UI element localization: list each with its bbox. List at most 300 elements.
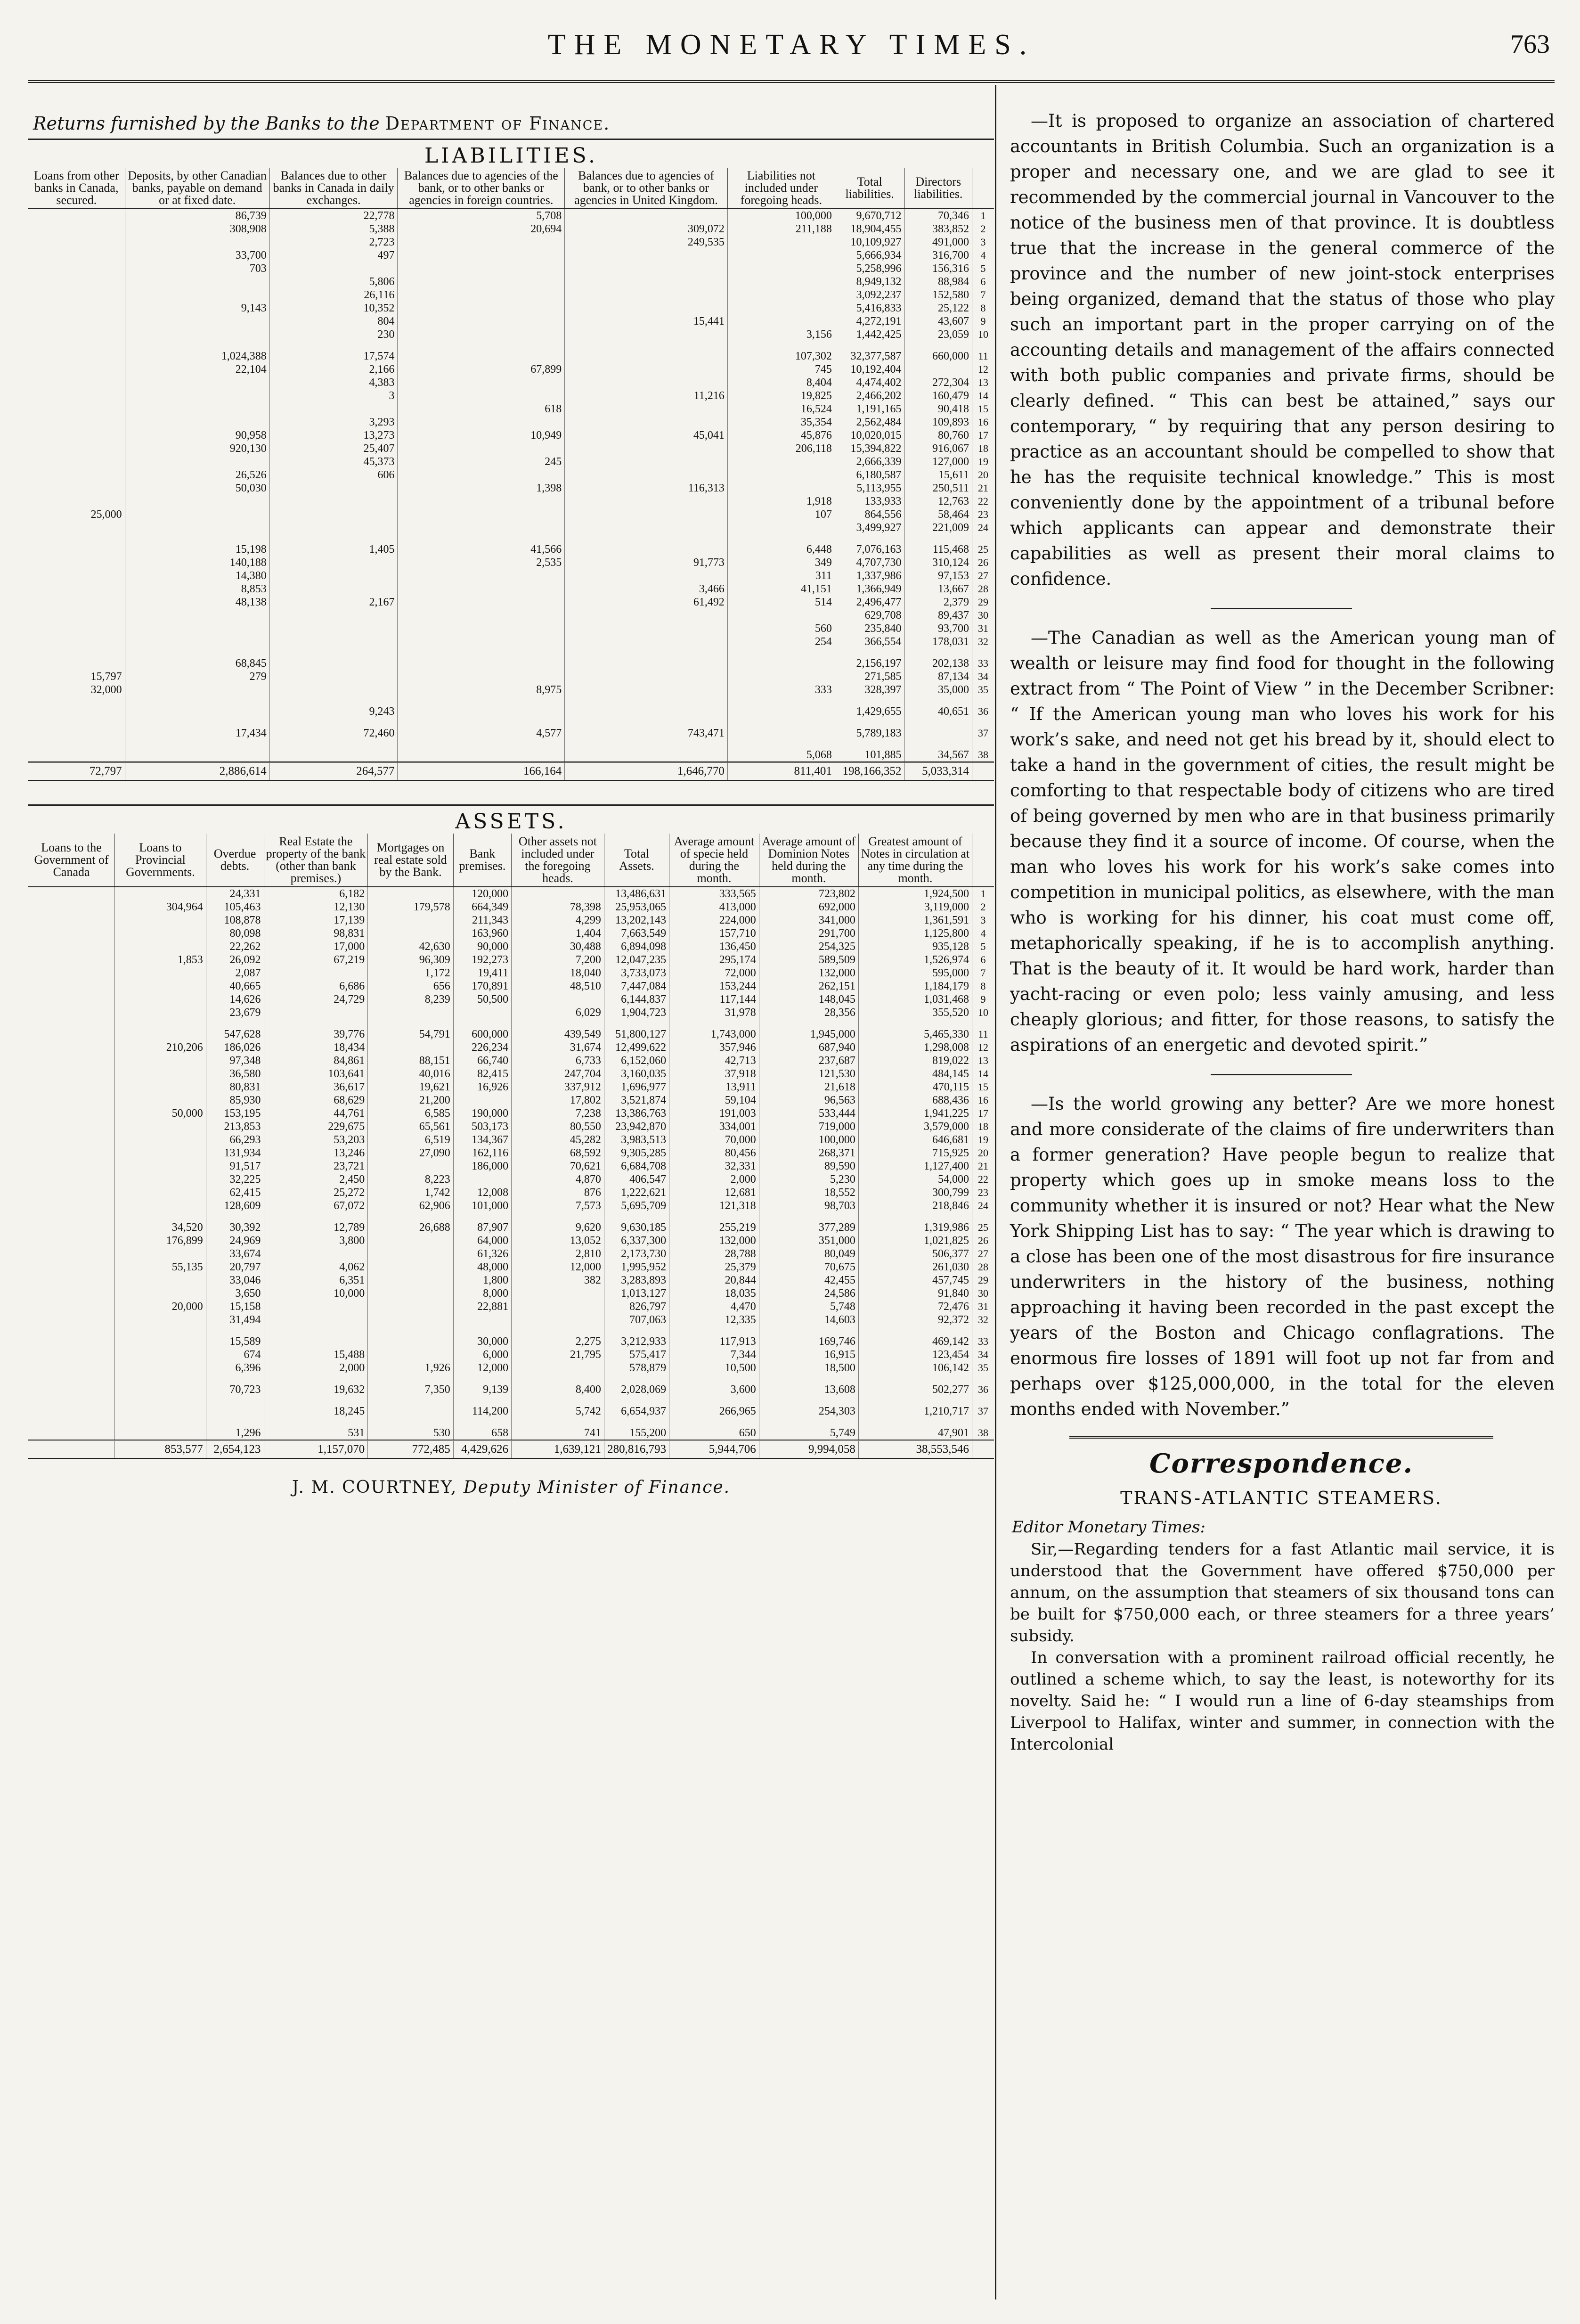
liabilities-cell	[125, 508, 269, 521]
row-number: 15	[972, 402, 994, 416]
assets-total-cell	[28, 1440, 115, 1459]
liabilities-cell: 2,466,202	[835, 389, 904, 402]
assets-cell: 3,579,000	[858, 1120, 972, 1133]
gap-cell	[727, 740, 835, 748]
liabilities-cell: 5,113,955	[835, 482, 904, 495]
liabilities-cell	[28, 705, 125, 718]
liabilities-row	[28, 683, 994, 696]
assets-cell	[28, 1335, 115, 1348]
liabilities-row	[28, 209, 994, 222]
liabilities-cell: 311	[727, 569, 835, 582]
assets-cell: 123,454	[858, 1348, 972, 1361]
signature-name: J. M. COURTNEY,	[292, 1478, 457, 1497]
assets-cell: 2,450	[264, 1173, 368, 1186]
liabilities-cell	[565, 683, 728, 696]
gap-cell	[368, 1019, 453, 1028]
gap-cell	[565, 740, 728, 748]
article-paragraph: —Is the world growing any better? Are we more honest and more considerate of the claims of fire underwriters than a former generation? Have people begun to realize that property which goes up in smoke means loss to the community whether it is insured or not? Hear what the New York Shipping List has to say: “ The year which is drawing to a close has been one of the most disastrous for fire insurance underwriters in the history of the business, nothing approaching it having been recorded in the past except the years of the Boston and Chicago conflagrations. The enormous fire losses of 1891 will foot up not far from and perhaps over $125,000,000, in the total for the eleven months ended with November.”	[1010, 1094, 1555, 1419]
assets-row	[28, 1120, 994, 1133]
assets-cell: 25,953,065	[604, 900, 669, 914]
liabilities-cell	[398, 315, 565, 328]
assets-cell: 70,000	[669, 1133, 759, 1146]
liabilities-cell: 26,116	[269, 288, 398, 302]
divider	[1211, 608, 1352, 609]
assets-cell: 12,000	[512, 1260, 604, 1274]
liabilities-cell	[28, 543, 125, 556]
liabilities-cell	[565, 455, 728, 468]
assets-cell: 13,052	[512, 1234, 604, 1247]
liabilities-cell: 3,092,237	[835, 288, 904, 302]
assets-cell	[453, 1094, 511, 1107]
assets-cell: 6,894,098	[604, 940, 669, 953]
assets-cell: 12,008	[453, 1186, 511, 1199]
assets-row	[28, 953, 994, 966]
assets-cell	[115, 980, 206, 993]
liabilities-cell: 86,739	[125, 209, 269, 222]
assets-cell: 91,840	[858, 1287, 972, 1300]
row-number: 3	[972, 236, 994, 249]
liabilities-cell	[125, 635, 269, 648]
assets-cell: 12,499,622	[604, 1041, 669, 1054]
assets-cell: 351,000	[759, 1234, 858, 1247]
assets-row	[28, 1160, 994, 1173]
assets-cell: 169,746	[759, 1335, 858, 1348]
assets-cell: 688,436	[858, 1094, 972, 1107]
liabilities-cell: 90,418	[904, 402, 972, 416]
assets-cell: 5,748	[759, 1300, 858, 1313]
liabilities-row	[28, 748, 994, 762]
assets-cell: 65,561	[368, 1120, 453, 1133]
assets-cell: 295,174	[669, 953, 759, 966]
assets-cell: 44,761	[264, 1107, 368, 1120]
gap-cell	[512, 1019, 604, 1028]
liabilities-cell	[565, 495, 728, 508]
gap-cell	[669, 1326, 759, 1335]
assets-cell: 237,687	[759, 1054, 858, 1067]
assets-cell: 15,589	[206, 1335, 264, 1348]
assets-row	[28, 993, 994, 1006]
liabilities-cell	[398, 705, 565, 718]
liabilities-cell: 89,437	[904, 609, 972, 622]
liabilities-cell: 2,379	[904, 596, 972, 609]
assets-cell	[28, 1221, 115, 1234]
gap-cell	[28, 534, 125, 543]
assets-cell: 9,620	[512, 1221, 604, 1234]
liabilities-cell: 2,666,339	[835, 455, 904, 468]
row-number: 20	[972, 1146, 994, 1160]
liabilities-cell: 100,000	[727, 209, 835, 222]
assets-cell	[115, 1405, 206, 1418]
liabilities-cell	[565, 209, 728, 222]
signature	[28, 1478, 994, 1497]
assets-cell: 530	[368, 1426, 453, 1440]
liabilities-cell	[565, 521, 728, 534]
liabilities-cell	[398, 275, 565, 288]
assets-cell: 6,000	[453, 1348, 511, 1361]
liabilities-cell	[904, 727, 972, 740]
assets-row	[28, 914, 994, 927]
liabilities-cell	[727, 455, 835, 468]
liabilities-cell	[28, 556, 125, 569]
gap-cell	[972, 1019, 994, 1028]
liabilities-cell	[269, 262, 398, 275]
assets-cell: 25,379	[669, 1260, 759, 1274]
gap-cell	[28, 1396, 115, 1405]
assets-cell	[264, 1313, 368, 1326]
assets-cell: 255,219	[669, 1221, 759, 1234]
assets-cell: 54,791	[368, 1028, 453, 1041]
liabilities-cell	[727, 468, 835, 482]
liabilities-cell	[28, 521, 125, 534]
gap-cell	[28, 696, 125, 705]
liabilities-cell: 660,000	[904, 350, 972, 363]
assets-cell: 334,001	[669, 1120, 759, 1133]
assets-cell	[28, 1006, 115, 1019]
liabilities-cell: 11,216	[565, 389, 728, 402]
assets-cell: 650	[669, 1426, 759, 1440]
assets-cell: 67,072	[264, 1199, 368, 1212]
assets-cell: 692,000	[759, 900, 858, 914]
assets-cell: 337,912	[512, 1080, 604, 1094]
liabilities-cell: 745	[727, 363, 835, 376]
row-number: 7	[972, 288, 994, 302]
assets-cell	[28, 1199, 115, 1212]
liabilities-cell: 743,471	[565, 727, 728, 740]
assets-row	[28, 1054, 994, 1067]
liabilities-cell: 6,180,587	[835, 468, 904, 482]
assets-cell: 333,565	[669, 887, 759, 900]
liabilities-cell: 211,188	[727, 222, 835, 236]
assets-cell: 23,679	[206, 1006, 264, 1019]
assets-cell	[28, 1361, 115, 1375]
assets-cell: 6,351	[264, 1274, 368, 1287]
gap-cell	[835, 534, 904, 543]
assets-cell: 1,361,591	[858, 914, 972, 927]
assets-cell	[368, 1274, 453, 1287]
assets-cell	[28, 1234, 115, 1247]
liabilities-cell	[565, 376, 728, 389]
gap-cell	[858, 1375, 972, 1383]
assets-cell	[453, 1006, 511, 1019]
gap-cell	[604, 1019, 669, 1028]
liabilities-cell	[398, 596, 565, 609]
row-number: 37	[972, 727, 994, 740]
assets-cell: 59,104	[669, 1094, 759, 1107]
gap-cell	[512, 1326, 604, 1335]
assets-cell: 658	[453, 1426, 511, 1440]
assets-column-header: Greatest amount of Notes in circulation at any time during the month.	[858, 834, 972, 887]
assets-cell: 6,182	[264, 887, 368, 900]
gap-cell	[904, 341, 972, 350]
assets-cell	[115, 1173, 206, 1186]
assets-cell: 6,585	[368, 1107, 453, 1120]
assets-cell: 262,151	[759, 980, 858, 993]
liabilities-cell: 309,072	[565, 222, 728, 236]
assets-cell: 589,509	[759, 953, 858, 966]
gap-cell	[28, 1019, 115, 1028]
liabilities-cell	[28, 622, 125, 635]
row-number: 21	[972, 1160, 994, 1173]
assets-cell: 7,663,549	[604, 927, 669, 940]
liabilities-cell: 235,840	[835, 622, 904, 635]
assets-cell: 1,021,825	[858, 1234, 972, 1247]
assets-cell: 12,130	[264, 900, 368, 914]
assets-cell: 42,713	[669, 1054, 759, 1067]
assets-column-header: Loans to Provincial Governments.	[115, 834, 206, 887]
assets-cell: 132,000	[669, 1234, 759, 1247]
liabilities-cell	[28, 389, 125, 402]
liabilities-header-row	[28, 168, 994, 209]
assets-cell: 54,000	[858, 1173, 972, 1186]
liabilities-cell: 152,580	[904, 288, 972, 302]
liabilities-cell: 2,166	[269, 363, 398, 376]
assets-cell	[115, 1426, 206, 1440]
liabilities-cell: 33,700	[125, 249, 269, 262]
liabilities-cell: 9,670,712	[835, 209, 904, 222]
assets-cell	[115, 1348, 206, 1361]
assets-cell: 31,674	[512, 1041, 604, 1054]
gap-cell	[669, 1212, 759, 1221]
assets-cell: 27,090	[368, 1146, 453, 1160]
liabilities-cell	[269, 622, 398, 635]
assets-cell: 7,573	[512, 1199, 604, 1212]
assets-cell	[115, 1186, 206, 1199]
liabilities-cell	[727, 609, 835, 622]
assets-cell: 707,063	[604, 1313, 669, 1326]
assets-cell: 2,275	[512, 1335, 604, 1348]
liabilities-cell	[727, 315, 835, 328]
liabilities-total-cell: 1,646,770	[565, 762, 728, 781]
correspondence-subtitle: TRANS-ATLANTIC STEAMERS.	[1120, 1488, 1442, 1508]
liabilities-row	[28, 402, 994, 416]
liabilities-cell	[565, 622, 728, 635]
assets-cell: 78,398	[512, 900, 604, 914]
liabilities-cell: 8,949,132	[835, 275, 904, 288]
assets-cell: 128,609	[206, 1199, 264, 1212]
liabilities-cell	[125, 328, 269, 341]
assets-cell: 24,729	[264, 993, 368, 1006]
assets-cell: 20,000	[115, 1300, 206, 1313]
assets-cell: 103,641	[264, 1067, 368, 1080]
liabilities-cell: 349	[727, 556, 835, 569]
gap-cell	[512, 1375, 604, 1383]
assets-cell: 5,742	[512, 1405, 604, 1418]
assets-cell: 1,172	[368, 966, 453, 980]
liabilities-cell	[269, 582, 398, 596]
assets-cell	[28, 1247, 115, 1260]
assets-cell: 3,212,933	[604, 1335, 669, 1348]
liabilities-total-cell: 5,033,314	[904, 762, 972, 781]
assets-cell: 1,127,400	[858, 1160, 972, 1173]
liabilities-cell: 15,611	[904, 468, 972, 482]
assets-cell	[512, 1287, 604, 1300]
row-number: 9	[972, 993, 994, 1006]
assets-total-cell: 1,157,070	[264, 1440, 368, 1459]
row-number: 5	[972, 940, 994, 953]
gap-cell	[28, 648, 125, 657]
assets-cell: 826,797	[604, 1300, 669, 1313]
gap-cell	[904, 718, 972, 727]
liabilities-cell: 160,479	[904, 389, 972, 402]
liabilities-cell	[727, 670, 835, 683]
row-number: 8	[972, 302, 994, 315]
liabilities-row	[28, 350, 994, 363]
liabilities-row	[28, 609, 994, 622]
assets-cell	[28, 1186, 115, 1199]
assets-cell	[28, 1313, 115, 1326]
gap-cell	[206, 1212, 264, 1221]
signature-title: Deputy Minister of Finance.	[463, 1478, 731, 1497]
gap-cell	[669, 1396, 759, 1405]
liabilities-cell	[398, 389, 565, 402]
liabilities-cell: 87,134	[904, 670, 972, 683]
assets-cell	[115, 1120, 206, 1133]
assets-cell: 32,225	[206, 1173, 264, 1186]
liabilities-cell: 254	[727, 635, 835, 648]
assets-cell: 55,135	[115, 1260, 206, 1274]
assets-cell: 120,000	[453, 887, 511, 900]
assets-cell: 88,151	[368, 1054, 453, 1067]
assets-row	[28, 980, 994, 993]
assets-cell: 413,000	[669, 900, 759, 914]
row-number: 33	[972, 657, 994, 670]
liabilities-cell	[28, 657, 125, 670]
liabilities-row	[28, 249, 994, 262]
assets-row	[28, 1300, 994, 1313]
gap-cell	[206, 1019, 264, 1028]
liabilities-row	[28, 429, 994, 442]
group-gap	[28, 1396, 994, 1405]
gap-cell	[835, 740, 904, 748]
liabilities-total-cell: 198,166,352	[835, 762, 904, 781]
liabilities-cell	[125, 402, 269, 416]
assets-row	[28, 1335, 994, 1348]
assets-cell	[115, 1361, 206, 1375]
assets-total-cell: 4,429,626	[453, 1440, 511, 1459]
assets-cell	[28, 900, 115, 914]
assets-cell: 12,000	[453, 1361, 511, 1375]
liabilities-cell	[28, 609, 125, 622]
assets-cell: 61,326	[453, 1247, 511, 1260]
liabilities-total-cell: 72,797	[28, 762, 125, 781]
row-number: 17	[972, 429, 994, 442]
liabilities-cell: 279	[125, 670, 269, 683]
assets-cell: 439,549	[512, 1028, 604, 1041]
row-number: 14	[972, 389, 994, 402]
liabilities-cell: 250,511	[904, 482, 972, 495]
liabilities-cell: 101,885	[835, 748, 904, 762]
gap-cell	[125, 341, 269, 350]
liabilities-cell: 50,030	[125, 482, 269, 495]
assets-cell: 190,000	[453, 1107, 511, 1120]
gap-cell	[858, 1326, 972, 1335]
assets-total-cell: 1,639,121	[512, 1440, 604, 1459]
assets-cell: 876	[512, 1186, 604, 1199]
group-gap	[28, 1375, 994, 1383]
liabilities-cell: 202,138	[904, 657, 972, 670]
assets-cell: 26,688	[368, 1221, 453, 1234]
liabilities-cell: 25,407	[269, 442, 398, 455]
assets-cell: 6,519	[368, 1133, 453, 1146]
liabilities-title: LIABILITIES.	[28, 139, 994, 168]
assets-cell	[115, 1028, 206, 1041]
liabilities-cell	[398, 609, 565, 622]
liabilities-column-header: Directors liabilities.	[904, 168, 972, 209]
assets-column-header: Real Estate the property of the bank (other than bank premises.)	[264, 834, 368, 887]
row-number: 34	[972, 670, 994, 683]
gap-cell	[115, 1326, 206, 1335]
assets-cell: 42,630	[368, 940, 453, 953]
liabilities-cell: 14,380	[125, 569, 269, 582]
gap-cell	[368, 1212, 453, 1221]
liabilities-cell	[28, 596, 125, 609]
liabilities-cell: 61,492	[565, 596, 728, 609]
liabilities-cell	[125, 748, 269, 762]
gap-cell	[972, 341, 994, 350]
liabilities-column-header: Balances due to agencies of bank, or to other banks or agencies in United Kingdom.	[565, 168, 728, 209]
row-number: 31	[972, 622, 994, 635]
liabilities-cell: 109,893	[904, 416, 972, 429]
assets-cell: 1,995,952	[604, 1260, 669, 1274]
gap-cell	[972, 1212, 994, 1221]
liabilities-row	[28, 455, 994, 468]
row-number: 30	[972, 609, 994, 622]
row-number: 17	[972, 1107, 994, 1120]
row-number: 25	[972, 1221, 994, 1234]
gap-cell	[972, 1375, 994, 1383]
liabilities-cell: 32,377,587	[835, 350, 904, 363]
gap-cell	[904, 740, 972, 748]
liabilities-column-header: Deposits, by other Canadian banks, payable on demand or at fixed date.	[125, 168, 269, 209]
assets-cell: 8,400	[512, 1383, 604, 1396]
liabilities-cell	[398, 376, 565, 389]
liabilities-cell	[565, 288, 728, 302]
row-number: 16	[972, 416, 994, 429]
gap-cell	[565, 648, 728, 657]
liabilities-cell: 178,031	[904, 635, 972, 648]
assets-cell: 114,200	[453, 1405, 511, 1418]
assets-cell: 96,563	[759, 1094, 858, 1107]
assets-cell: 355,520	[858, 1006, 972, 1019]
assets-cell: 14,626	[206, 993, 264, 1006]
assets-cell: 89,590	[759, 1160, 858, 1173]
gap-cell	[835, 341, 904, 350]
liabilities-cell: 5,666,934	[835, 249, 904, 262]
gap-cell	[512, 1418, 604, 1426]
assets-cell	[115, 1094, 206, 1107]
assets-title: ASSETS.	[28, 804, 994, 834]
assets-cell: 17,000	[264, 940, 368, 953]
row-number: 33	[972, 1335, 994, 1348]
liabilities-cell: 4,474,402	[835, 376, 904, 389]
assets-cell	[206, 1405, 264, 1418]
row-number: 35	[972, 683, 994, 696]
gap-cell	[368, 1375, 453, 1383]
liabilities-cell: 10,352	[269, 302, 398, 315]
assets-cell: 98,831	[264, 927, 368, 940]
liabilities-cell	[398, 288, 565, 302]
assets-cell: 2,000	[264, 1361, 368, 1375]
liabilities-row	[28, 389, 994, 402]
assets-cell: 17,802	[512, 1094, 604, 1107]
liabilities-cell	[269, 609, 398, 622]
liabilities-cell	[125, 275, 269, 288]
liabilities-total-cell: 166,164	[398, 762, 565, 781]
assets-cell: 5,465,330	[858, 1028, 972, 1041]
assets-cell	[368, 1006, 453, 1019]
assets-cell	[512, 1361, 604, 1375]
assets-cell: 254,303	[759, 1405, 858, 1418]
